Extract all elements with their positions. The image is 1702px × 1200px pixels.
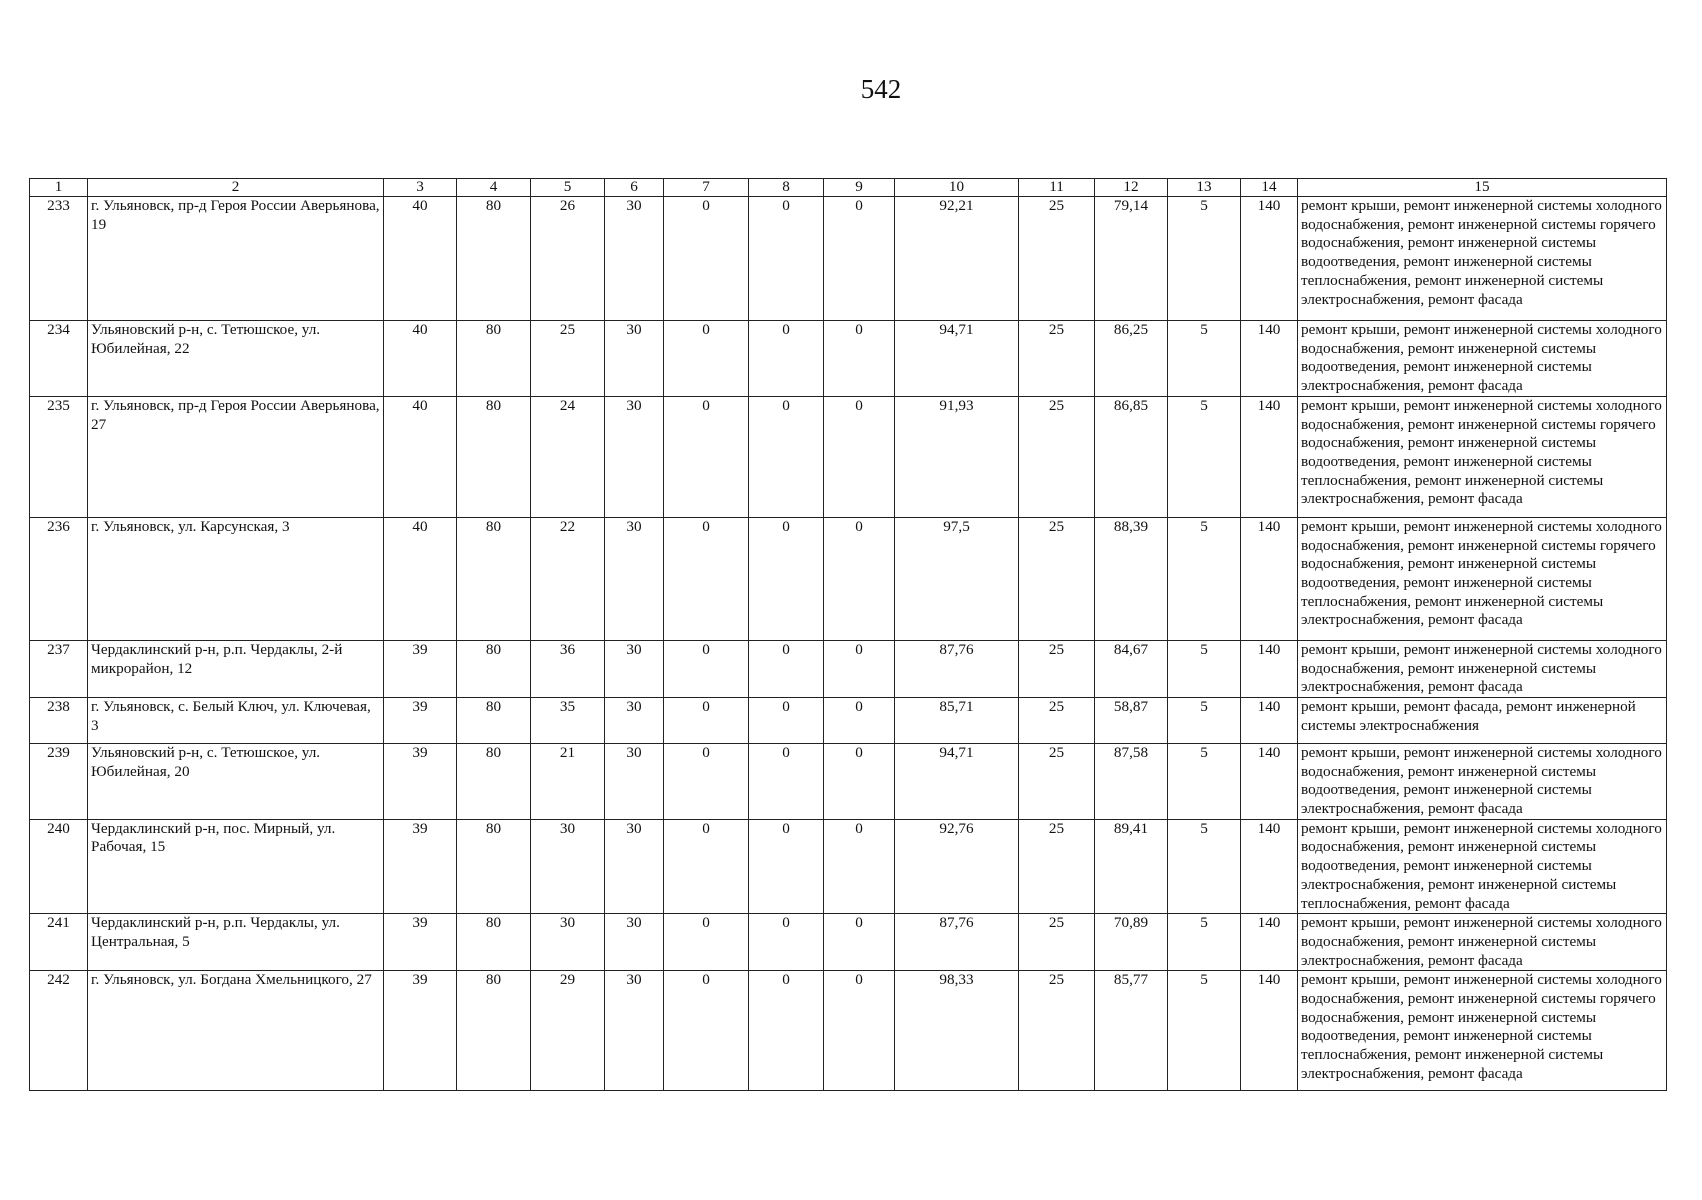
address-cell: Чердаклинский р-н, р.п. Чердаклы, 2-й микрорайон, 12 xyxy=(88,640,384,697)
value-cell: 40 xyxy=(384,396,457,517)
value-cell: 39 xyxy=(384,914,457,971)
value-cell: 80 xyxy=(457,321,531,397)
value-cell: 39 xyxy=(384,640,457,697)
table-row xyxy=(30,321,1667,397)
value-cell: 0 xyxy=(664,914,749,971)
value-cell: 97,5 xyxy=(895,517,1019,640)
value-cell: 0 xyxy=(824,819,895,914)
row-number: 239 xyxy=(30,743,88,819)
value-cell: 70,89 xyxy=(1095,914,1168,971)
value-cell: 39 xyxy=(384,819,457,914)
value-cell: 40 xyxy=(384,197,457,321)
value-cell: 25 xyxy=(1019,743,1095,819)
row-number: 234 xyxy=(30,321,88,397)
table-row xyxy=(30,640,1667,697)
table-row xyxy=(30,971,1667,1091)
address-cell: г. Ульяновск, ул. Богдана Хмельницкого, 27 xyxy=(88,971,384,1091)
address-cell: Ульяновский р-н, с. Тетюшское, ул. Юбилейная, 22 xyxy=(88,321,384,397)
value-cell: 0 xyxy=(664,321,749,397)
value-cell: 5 xyxy=(1168,914,1241,971)
value-cell: 140 xyxy=(1241,819,1298,914)
column-header: 5 xyxy=(531,179,605,197)
address-cell: г. Ульяновск, ул. Карсунская, 3 xyxy=(88,517,384,640)
row-number: 236 xyxy=(30,517,88,640)
value-cell: 5 xyxy=(1168,197,1241,321)
works-cell: ремонт крыши, ремонт инженерной системы холодного водоснабжения, ремонт инженерной системы водоотведения, ремонт инженерной системы электроснабжения, ремонт фасада xyxy=(1298,321,1667,397)
column-header: 4 xyxy=(457,179,531,197)
value-cell: 30 xyxy=(605,197,664,321)
works-cell: ремонт крыши, ремонт инженерной системы холодного водоснабжения, ремонт инженерной системы горячего водоснабжения, ремонт инженерной системы водоотведения, ремонт инженерной системы теплоснабжения, ремонт инженерной системы электроснабжения, ремонт фасада xyxy=(1298,396,1667,517)
value-cell: 30 xyxy=(531,914,605,971)
column-header: 6 xyxy=(605,179,664,197)
value-cell: 5 xyxy=(1168,321,1241,397)
value-cell: 30 xyxy=(605,640,664,697)
value-cell: 0 xyxy=(749,640,824,697)
value-cell: 91,93 xyxy=(895,396,1019,517)
column-header: 12 xyxy=(1095,179,1168,197)
value-cell: 140 xyxy=(1241,396,1298,517)
value-cell: 0 xyxy=(749,819,824,914)
value-cell: 5 xyxy=(1168,640,1241,697)
value-cell: 40 xyxy=(384,517,457,640)
value-cell: 94,71 xyxy=(895,743,1019,819)
table-row xyxy=(30,697,1667,743)
value-cell: 39 xyxy=(384,697,457,743)
value-cell: 92,21 xyxy=(895,197,1019,321)
value-cell: 80 xyxy=(457,971,531,1091)
value-cell: 140 xyxy=(1241,640,1298,697)
column-header: 10 xyxy=(895,179,1019,197)
value-cell: 30 xyxy=(605,396,664,517)
value-cell: 25 xyxy=(1019,697,1095,743)
value-cell: 39 xyxy=(384,743,457,819)
table-row xyxy=(30,517,1667,640)
value-cell: 140 xyxy=(1241,697,1298,743)
value-cell: 0 xyxy=(824,640,895,697)
value-cell: 0 xyxy=(664,743,749,819)
value-cell: 0 xyxy=(749,517,824,640)
value-cell: 0 xyxy=(749,321,824,397)
address-cell: г. Ульяновск, с. Белый Ключ, ул. Ключевая, 3 xyxy=(88,697,384,743)
address-cell: Чердаклинский р-н, пос. Мирный, ул. Рабочая, 15 xyxy=(88,819,384,914)
table-row xyxy=(30,819,1667,914)
value-cell: 30 xyxy=(531,819,605,914)
value-cell: 140 xyxy=(1241,517,1298,640)
value-cell: 0 xyxy=(824,197,895,321)
value-cell: 35 xyxy=(531,697,605,743)
value-cell: 80 xyxy=(457,396,531,517)
value-cell: 30 xyxy=(605,819,664,914)
value-cell: 0 xyxy=(824,743,895,819)
value-cell: 0 xyxy=(824,971,895,1091)
value-cell: 22 xyxy=(531,517,605,640)
value-cell: 80 xyxy=(457,914,531,971)
row-number: 238 xyxy=(30,697,88,743)
table-row xyxy=(30,914,1667,971)
value-cell: 94,71 xyxy=(895,321,1019,397)
value-cell: 30 xyxy=(605,743,664,819)
value-cell: 80 xyxy=(457,517,531,640)
value-cell: 79,14 xyxy=(1095,197,1168,321)
value-cell: 0 xyxy=(749,197,824,321)
column-header: 15 xyxy=(1298,179,1667,197)
table-row xyxy=(30,197,1667,321)
value-cell: 0 xyxy=(749,396,824,517)
value-cell: 0 xyxy=(664,971,749,1091)
works-cell: ремонт крыши, ремонт инженерной системы холодного водоснабжения, ремонт инженерной системы водоотведения, ремонт инженерной системы электроснабжения, ремонт фасада xyxy=(1298,743,1667,819)
value-cell: 5 xyxy=(1168,396,1241,517)
value-cell: 87,58 xyxy=(1095,743,1168,819)
column-header: 13 xyxy=(1168,179,1241,197)
value-cell: 40 xyxy=(384,321,457,397)
row-number: 240 xyxy=(30,819,88,914)
value-cell: 29 xyxy=(531,971,605,1091)
address-cell: г. Ульяновск, пр-д Героя России Аверьянова, 19 xyxy=(88,197,384,321)
value-cell: 0 xyxy=(664,197,749,321)
value-cell: 0 xyxy=(824,396,895,517)
value-cell: 92,76 xyxy=(895,819,1019,914)
value-cell: 58,87 xyxy=(1095,697,1168,743)
value-cell: 30 xyxy=(605,697,664,743)
value-cell: 30 xyxy=(605,517,664,640)
value-cell: 87,76 xyxy=(895,914,1019,971)
value-cell: 0 xyxy=(749,697,824,743)
value-cell: 0 xyxy=(749,914,824,971)
value-cell: 86,85 xyxy=(1095,396,1168,517)
value-cell: 25 xyxy=(1019,640,1095,697)
value-cell: 140 xyxy=(1241,321,1298,397)
table-row xyxy=(30,396,1667,517)
value-cell: 25 xyxy=(1019,971,1095,1091)
value-cell: 140 xyxy=(1241,197,1298,321)
value-cell: 0 xyxy=(664,396,749,517)
value-cell: 85,71 xyxy=(895,697,1019,743)
value-cell: 140 xyxy=(1241,971,1298,1091)
value-cell: 30 xyxy=(605,321,664,397)
value-cell: 0 xyxy=(664,640,749,697)
column-header: 11 xyxy=(1019,179,1095,197)
value-cell: 0 xyxy=(824,321,895,397)
value-cell: 25 xyxy=(1019,914,1095,971)
value-cell: 0 xyxy=(664,819,749,914)
column-header: 2 xyxy=(88,179,384,197)
value-cell: 25 xyxy=(1019,321,1095,397)
works-cell: ремонт крыши, ремонт фасада, ремонт инженерной системы электроснабжения xyxy=(1298,697,1667,743)
value-cell: 0 xyxy=(664,697,749,743)
value-cell: 24 xyxy=(531,396,605,517)
value-cell: 5 xyxy=(1168,819,1241,914)
value-cell: 5 xyxy=(1168,697,1241,743)
value-cell: 21 xyxy=(531,743,605,819)
works-cell: ремонт крыши, ремонт инженерной системы холодного водоснабжения, ремонт инженерной системы горячего водоснабжения, ремонт инженерной системы водоотведения, ремонт инженерной системы теплоснабжения, ремонт инженерной системы электроснабжения, ремонт фасада xyxy=(1298,971,1667,1091)
row-number: 233 xyxy=(30,197,88,321)
value-cell: 86,25 xyxy=(1095,321,1168,397)
address-cell: г. Ульяновск, пр-д Героя России Аверьянова, 27 xyxy=(88,396,384,517)
value-cell: 0 xyxy=(824,517,895,640)
value-cell: 5 xyxy=(1168,971,1241,1091)
table-body xyxy=(30,197,1667,1091)
value-cell: 80 xyxy=(457,640,531,697)
column-header: 1 xyxy=(30,179,88,197)
value-cell: 80 xyxy=(457,819,531,914)
value-cell: 89,41 xyxy=(1095,819,1168,914)
value-cell: 25 xyxy=(1019,197,1095,321)
column-number-row xyxy=(30,179,1667,197)
value-cell: 0 xyxy=(824,697,895,743)
value-cell: 5 xyxy=(1168,517,1241,640)
value-cell: 140 xyxy=(1241,743,1298,819)
column-header: 7 xyxy=(664,179,749,197)
value-cell: 85,77 xyxy=(1095,971,1168,1091)
works-cell: ремонт крыши, ремонт инженерной системы холодного водоснабжения, ремонт инженерной системы горячего водоснабжения, ремонт инженерной системы водоотведения, ремонт инженерной системы теплоснабжения, ремонт инженерной системы электроснабжения, ремонт фасада xyxy=(1298,517,1667,640)
works-cell: ремонт крыши, ремонт инженерной системы холодного водоснабжения, ремонт инженерной системы электроснабжения, ремонт фасада xyxy=(1298,914,1667,971)
value-cell: 39 xyxy=(384,971,457,1091)
address-cell: Ульяновский р-н, с. Тетюшское, ул. Юбилейная, 20 xyxy=(88,743,384,819)
housing-repair-table xyxy=(29,178,1667,1091)
value-cell: 80 xyxy=(457,197,531,321)
works-cell: ремонт крыши, ремонт инженерной системы холодного водоснабжения, ремонт инженерной системы горячего водоснабжения, ремонт инженерной системы водоотведения, ремонт инженерной системы теплоснабжения, ремонт инженерной системы электроснабжения, ремонт фасада xyxy=(1298,197,1667,321)
page-number: 542 xyxy=(860,74,902,104)
value-cell: 80 xyxy=(457,697,531,743)
column-header: 9 xyxy=(824,179,895,197)
value-cell: 5 xyxy=(1168,743,1241,819)
value-cell: 26 xyxy=(531,197,605,321)
value-cell: 30 xyxy=(605,971,664,1091)
column-header: 8 xyxy=(749,179,824,197)
value-cell: 25 xyxy=(1019,396,1095,517)
row-number: 237 xyxy=(30,640,88,697)
value-cell: 0 xyxy=(749,743,824,819)
value-cell: 0 xyxy=(824,914,895,971)
value-cell: 25 xyxy=(1019,819,1095,914)
row-number: 242 xyxy=(30,971,88,1091)
value-cell: 84,67 xyxy=(1095,640,1168,697)
row-number: 241 xyxy=(30,914,88,971)
value-cell: 30 xyxy=(605,914,664,971)
row-number: 235 xyxy=(30,396,88,517)
value-cell: 36 xyxy=(531,640,605,697)
value-cell: 0 xyxy=(749,971,824,1091)
value-cell: 88,39 xyxy=(1095,517,1168,640)
column-header: 3 xyxy=(384,179,457,197)
value-cell: 25 xyxy=(1019,517,1095,640)
column-header: 14 xyxy=(1241,179,1298,197)
table-row xyxy=(30,743,1667,819)
value-cell: 80 xyxy=(457,743,531,819)
value-cell: 140 xyxy=(1241,914,1298,971)
value-cell: 98,33 xyxy=(895,971,1019,1091)
value-cell: 0 xyxy=(664,517,749,640)
value-cell: 25 xyxy=(531,321,605,397)
works-cell: ремонт крыши, ремонт инженерной системы холодного водоснабжения, ремонт инженерной системы электроснабжения, ремонт фасада xyxy=(1298,640,1667,697)
works-cell: ремонт крыши, ремонт инженерной системы холодного водоснабжения, ремонт инженерной системы водоотведения, ремонт инженерной системы электроснабжения, ремонт инженерной системы теплоснабжения, ремонт фасада xyxy=(1298,819,1667,914)
value-cell: 87,76 xyxy=(895,640,1019,697)
address-cell: Чердаклинский р-н, р.п. Чердаклы, ул. Центральная, 5 xyxy=(88,914,384,971)
